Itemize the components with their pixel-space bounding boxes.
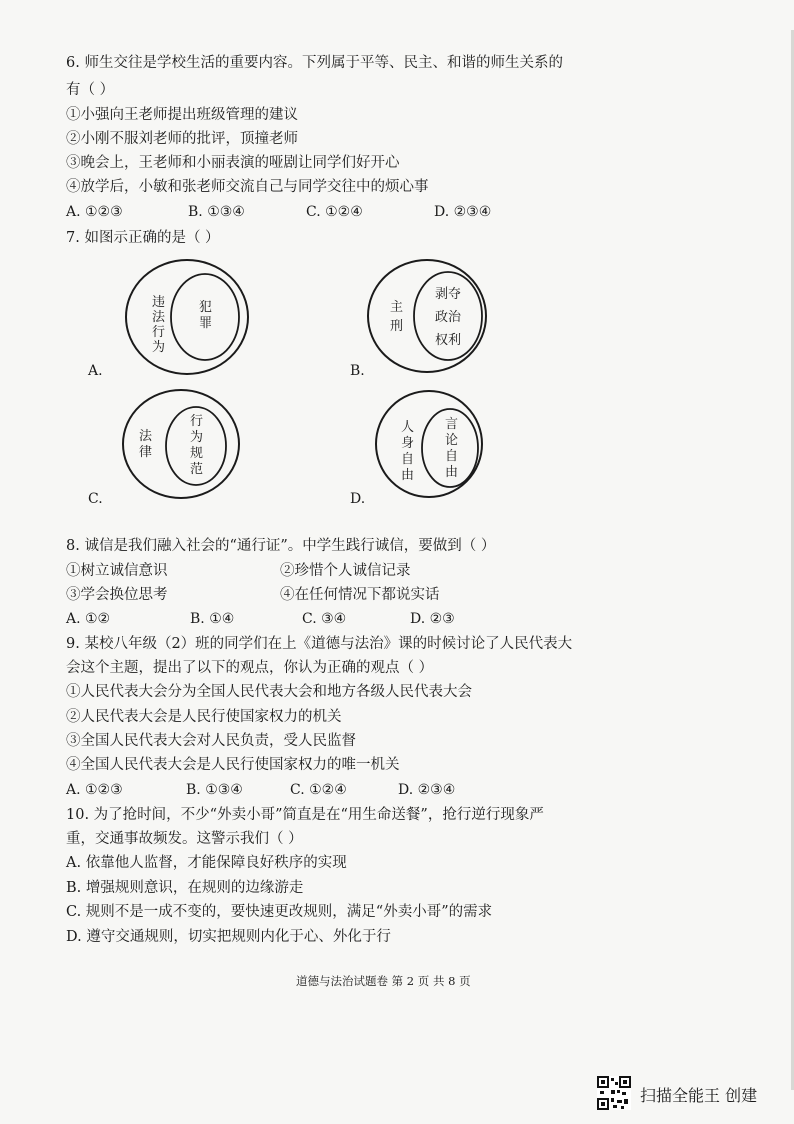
inner-text: 政治 [435, 310, 462, 325]
q6-stem-line1: 6. 师生交往是学校生活的重要内容。下列属于平等、民主、和谐的师生关系的 [66, 55, 563, 71]
q7-stem: 7. 如图示正确的是（ ） [66, 230, 220, 246]
q6-option-d: D. ②③④ [434, 204, 492, 220]
inner-text: 行 [190, 414, 204, 429]
diagram-d [376, 391, 482, 497]
q9-option-b: B. ①③④ [186, 782, 243, 798]
q9-item: ②人民代表大会是人民行使国家权力的机关 [66, 709, 342, 725]
q9-item: ①人民代表大会分为全国人民代表大会和地方各级人民代表大会 [66, 684, 472, 700]
q9-stem-line1: 9. 某校八年级（2）班的同学们在上《道德与法治》课的时候讨论了人民代表大 [66, 636, 573, 652]
inner-text: 由 [445, 465, 459, 480]
q8-item: ①树立诚信意识 [66, 563, 168, 579]
q9-option-a: A. ①②③ [66, 782, 123, 798]
q8-option-d: D. ②③ [410, 611, 455, 627]
outer-circle [126, 260, 248, 374]
q9-stem-line2: 会这个主题，提出了以下的观点，你认为正确的观点（ ） [66, 660, 434, 676]
q7-label-b: B. [350, 363, 365, 379]
inner-text: 权利 [435, 333, 462, 348]
outer-text: 由 [401, 468, 415, 483]
inner-text: 自 [445, 449, 459, 464]
q8-item: ④在任何情况下都说实话 [280, 587, 440, 603]
outer-text: 行 [152, 325, 166, 340]
outer-text: 律 [139, 445, 153, 460]
diagram-b [368, 260, 486, 372]
inner-text: 论 [445, 433, 459, 448]
outer-text: 人 [401, 420, 415, 435]
q6-option-c: C. ①②④ [306, 204, 363, 220]
q8-option-b: B. ①④ [190, 611, 235, 627]
q9-item: ③全国人民代表大会对人民负责，受人民监督 [66, 733, 356, 749]
q10-option-d: D. 遵守交通规则，切实把规则内化于心、外化于行 [66, 929, 391, 945]
q6-item: ③晚会上，王老师和小丽表演的哑剧让同学们好开心 [66, 155, 400, 171]
q6-item: ②小刚不服刘老师的批评，顶撞老师 [66, 131, 298, 147]
q6-stem-line2: 有（ ） [66, 82, 115, 98]
inner-text: 罪 [199, 316, 213, 331]
page-footer: 道德与法治试题卷 第 2 页 共 8 页 [296, 974, 471, 988]
q9-option-d: D. ②③④ [398, 782, 456, 798]
inner-text: 犯 [199, 300, 213, 315]
outer-text: 法 [152, 310, 166, 325]
q10-option-b: B. 增强规则意识，在规则的边缘游走 [66, 880, 304, 896]
outer-circle [123, 390, 239, 498]
q8-item: ②珍惜个人诚信记录 [280, 563, 411, 579]
outer-circle [368, 260, 486, 372]
diagram-c [123, 390, 239, 498]
outer-text: 自 [401, 452, 415, 467]
q10-option-a: A. 依靠他人监督，才能保障良好秩序的实现 [66, 855, 347, 871]
q7-label-c: C. [88, 491, 103, 507]
q9-option-c: C. ①②④ [290, 782, 347, 798]
q7-label-d: D. [350, 491, 366, 507]
qr-code-icon [597, 1076, 631, 1110]
q7-label-a: A. [88, 363, 103, 379]
q6-option-a: A. ①②③ [66, 204, 123, 220]
scanner-watermark: 扫描全能王 创建 [640, 1086, 758, 1105]
q9-item: ④全国人民代表大会是人民行使国家权力的唯一机关 [66, 757, 400, 773]
outer-text: 违 [152, 295, 166, 310]
inner-text: 为 [190, 430, 204, 445]
diagram-a [126, 260, 248, 374]
q8-option-a: A. ①② [66, 611, 111, 627]
q10-stem-line1: 10. 为了抢时间，不少“外卖小哥”简直是在“用生命送餐”，抢行逆行现象严 [66, 807, 544, 823]
outer-text: 主 [390, 300, 404, 315]
q8-stem: 8. 诚信是我们融入社会的“通行证”。中学生践行诚信，要做到（ ） [66, 538, 496, 554]
q10-stem-line2: 重，交通事故频发。这警示我们（ ） [66, 831, 303, 847]
outer-text: 身 [401, 436, 415, 451]
inner-text: 范 [190, 462, 204, 477]
q6-item: ④放学后，小敏和张老师交流自己与同学交往中的烦心事 [66, 179, 429, 195]
inner-text: 言 [445, 417, 459, 432]
q8-item: ③学会换位思考 [66, 587, 168, 603]
outer-text: 为 [152, 340, 166, 355]
outer-text: 刑 [390, 319, 404, 334]
q6-item: ①小强向王老师提出班级管理的建议 [66, 107, 298, 123]
inner-text: 规 [190, 446, 204, 461]
inner-text: 剥夺 [435, 287, 462, 302]
outer-text: 法 [139, 429, 153, 444]
q8-option-c: C. ③④ [302, 611, 347, 627]
q10-option-c: C. 规则不是一成不变的，要快速更改规则，满足“外卖小哥”的需求 [66, 904, 493, 920]
q6-option-b: B. ①③④ [188, 204, 245, 220]
